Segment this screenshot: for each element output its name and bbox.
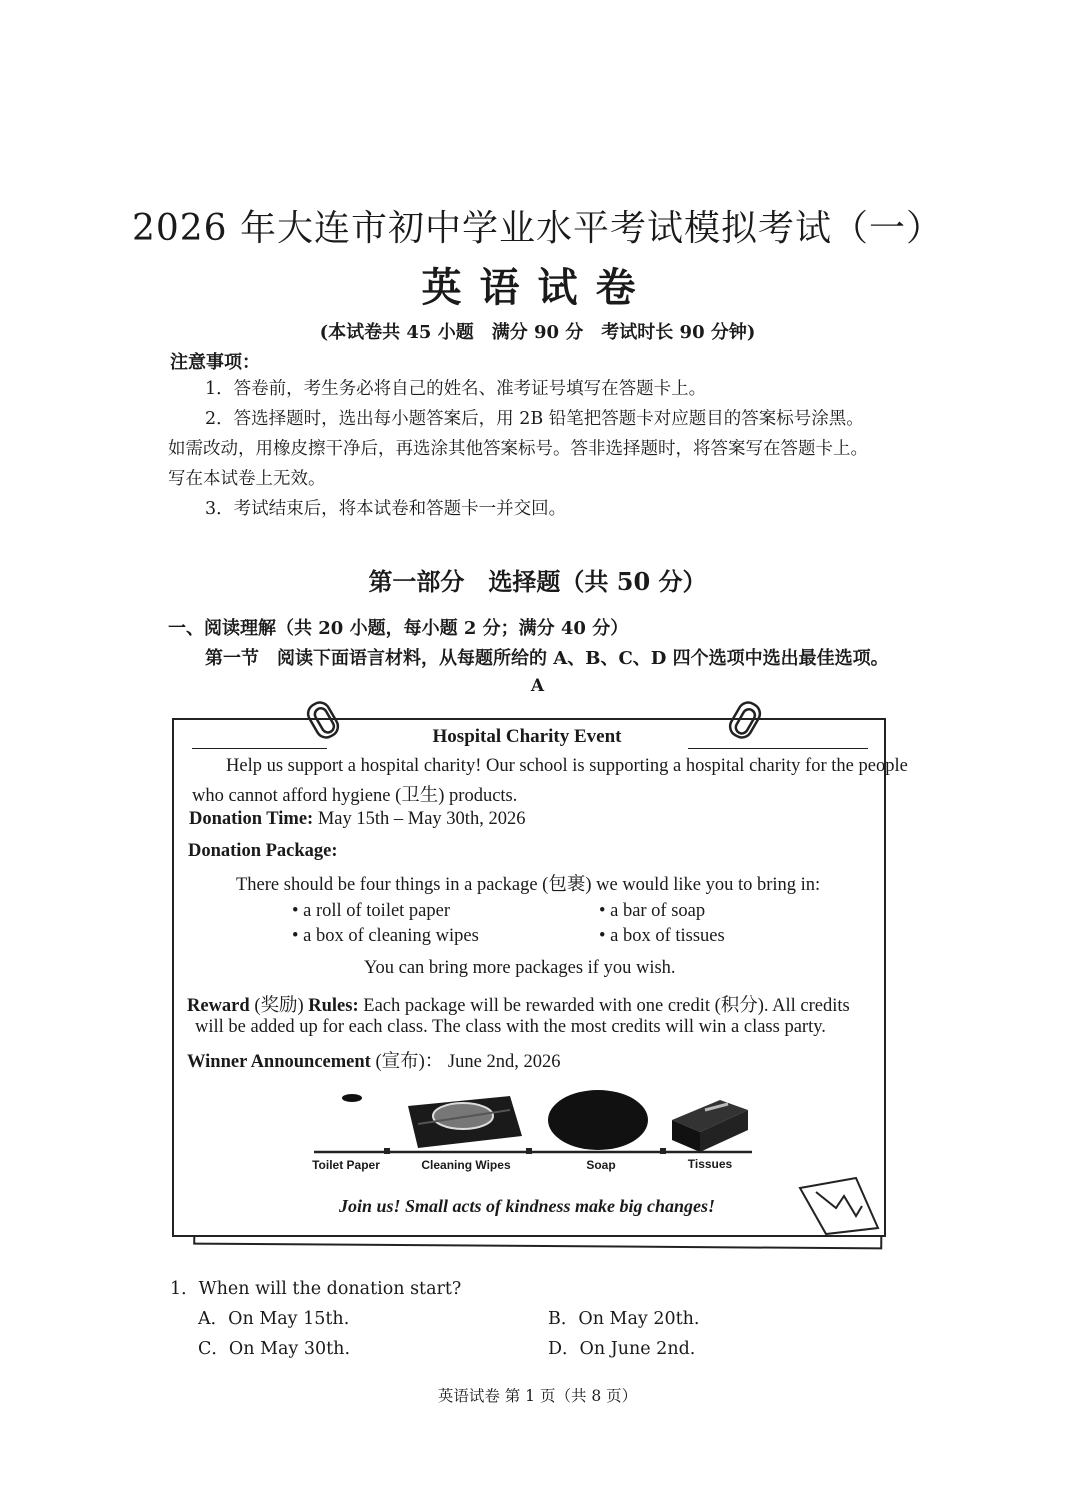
- cleaning-wipes-icon: [408, 1096, 522, 1148]
- notice-intro-1: Help us support a hospital charity! Our school is supporting a hospital charity for the people: [226, 756, 908, 776]
- package-item-soap: • a bar of soap: [599, 901, 706, 921]
- section-title: 第一部分 选择题（共 50 分）: [368, 567, 707, 596]
- exam-info: (本试卷共 45 小题 满分 90 分 考试时长 90 分钟): [319, 322, 756, 343]
- donation-items-illustration: [300, 1080, 770, 1160]
- reward-rules-line2: will be added up for each class. The class with the most credits will win a class party.: [195, 1017, 826, 1037]
- question-1-option-a: A．On May 15th.: [198, 1309, 350, 1329]
- note-2: 2．答选择题时，选出每小题答案后，用 2B 铅笔把答题卡对应题目的答案标号涂黑。: [205, 409, 864, 429]
- label-toilet-paper: Toilet Paper: [312, 1158, 380, 1172]
- reward-label: Reward: [187, 996, 250, 1016]
- notes-title: 注意事项：: [170, 352, 260, 373]
- label-soap: Soap: [586, 1158, 616, 1172]
- notice-slogan: Join us! Small acts of kindness make big changes!: [338, 1196, 716, 1216]
- reward-rules-line1: [187, 991, 850, 1017]
- package-label: Donation Package:: [188, 841, 338, 861]
- label-cleaning-wipes: Cleaning Wipes: [421, 1158, 511, 1172]
- package-intro: There should be four things in a package (包裹) we would like you to bring in:: [236, 875, 821, 895]
- reward-text-1: Each package will be rewarded with one credit (积分). All credits: [358, 996, 850, 1016]
- reward-label-cn: (奖励): [249, 996, 309, 1016]
- donation-time-value: May 15th – May 30th, 2026: [313, 809, 526, 829]
- question-1-option-d: D．On June 2nd.: [548, 1339, 696, 1359]
- winner-value: June 2nd, 2026: [443, 1052, 561, 1072]
- question-1-stem: 1．When will the donation start?: [170, 1279, 462, 1299]
- title-rule-right: [688, 748, 868, 749]
- donation-time: [189, 809, 525, 830]
- title-rule-left: [192, 748, 327, 749]
- note-2-cont: 如需改动，用橡皮擦干净后，再选涂其他答案标号。答非选择题时，将答案写在答题卡上。: [168, 439, 868, 459]
- package-item-wipes: • a box of cleaning wipes: [292, 926, 479, 946]
- note-2-cont2: 写在本试卷上无效。: [168, 469, 326, 489]
- winner-label: Winner Announcement: [187, 1052, 371, 1072]
- passage-letter: A: [530, 676, 545, 696]
- notice-title: Hospital Charity Event: [432, 726, 622, 747]
- soap-icon: [548, 1090, 648, 1150]
- part-instruction: 第一节 阅读下面语言材料，从每题所给的 A、B、C、D 四个选项中选出最佳选项。: [205, 648, 889, 669]
- note-1: 1．答卷前，考生务必将自己的姓名、准考证号填写在答题卡上。: [205, 379, 707, 399]
- question-1-option-b: B．On May 20th.: [548, 1309, 700, 1329]
- exam-title: 2026 年大连市初中学业水平考试模拟考试（一）: [131, 208, 944, 249]
- question-1-option-c: C．On May 30th.: [198, 1339, 351, 1359]
- toilet-paper-icon: [342, 1094, 362, 1102]
- winner-announcement: [187, 1047, 560, 1073]
- rules-label: Rules:: [308, 996, 359, 1016]
- part-title: 一、阅读理解（共 20 小题，每小题 2 分；满分 40 分）: [168, 618, 629, 639]
- package-item-tissues: • a box of tissues: [599, 926, 725, 946]
- label-tissues: Tissues: [687, 1157, 733, 1171]
- page-footer: 英语试卷 第 1 页（共 8 页）: [437, 1387, 638, 1405]
- more-packages: You can bring more packages if you wish.: [364, 958, 676, 978]
- donation-time-label: Donation Time:: [189, 809, 314, 829]
- subject-title: 英语试卷: [421, 264, 654, 311]
- notice-intro-2: who cannot afford hygiene (卫生) products.: [192, 786, 518, 806]
- winner-label-cn: (宣布)：: [370, 1052, 444, 1072]
- tissues-icon: [672, 1100, 748, 1152]
- note-3: 3．考试结束后，将本试卷和答题卡一并交回。: [205, 499, 567, 519]
- curled-corner-icon: [796, 1172, 886, 1242]
- package-item-toilet-paper: • a roll of toilet paper: [292, 901, 451, 921]
